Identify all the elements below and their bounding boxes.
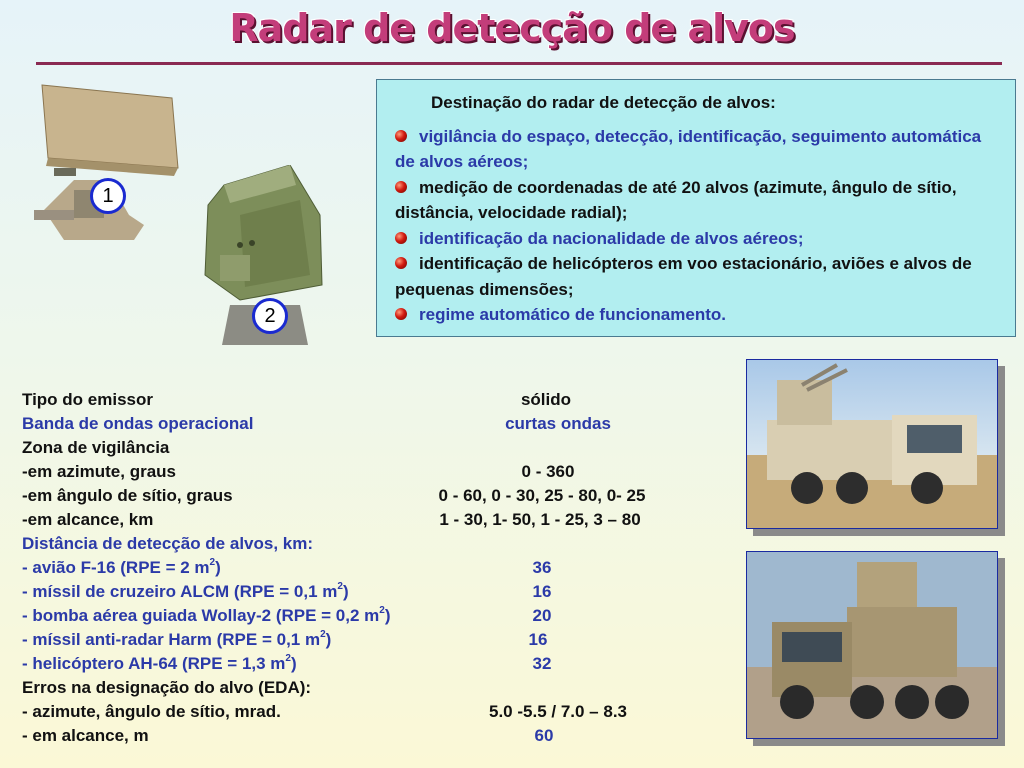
bullet-icon [395, 232, 407, 244]
purpose-item: regime automático de funcionamento. [395, 302, 1003, 328]
spec-label: Tipo do emissor [22, 390, 153, 409]
spec-row-f16 [22, 558, 722, 582]
spec-value: 1 - 30, 1- 50, 1 - 25, 3 – 80 [439, 510, 641, 529]
spec-value: 16 [528, 630, 548, 649]
purpose-item: identificação de helicópteros em voo estacionário, aviões e alvos de pequenas dimensões; [395, 254, 972, 299]
spec-row-ah64 [22, 654, 722, 678]
spec-row-harm [22, 630, 722, 654]
radar-antenna-2-image [200, 165, 330, 345]
spec-label: - míssil anti-radar Harm (RPE = 0,1 $m^2$) [22, 629, 332, 649]
badge-1: 1 [90, 178, 126, 214]
spec-value: 0 - 360 [521, 462, 575, 481]
spec-label: - azimute, ângulo de sítio, mrad. [22, 702, 281, 721]
spec-heading-zone: Zona de vigilância [22, 438, 170, 457]
spec-heading-detection: Distância de detecção de alvos, km: [22, 534, 314, 553]
spec-row-eda-range [22, 726, 722, 750]
spec-heading-eda: Erros na designação do alvo (EDA): [22, 678, 312, 697]
spec-row-range [22, 510, 722, 534]
title-divider [36, 62, 1002, 65]
purpose-box [376, 79, 1016, 337]
bullet-icon [395, 308, 407, 320]
vehicle-photo-2 [746, 551, 998, 739]
spec-label: - helicóptero AH-64 (RPE = 1,3 $m^2$) [22, 653, 297, 673]
bullet-icon [395, 130, 407, 142]
spec-row-eda-azimuth [22, 702, 722, 726]
slide-title: Radar de detecção de alvos [229, 6, 795, 50]
spec-value: sólido [520, 390, 572, 409]
spec-row-emitter [22, 390, 722, 414]
spec-row-band [22, 414, 722, 438]
badge-2: 2 [252, 298, 288, 334]
spec-value: 60 [534, 726, 554, 745]
spec-row-azimuth [22, 462, 722, 486]
bullet-icon [395, 181, 407, 193]
spec-row-elevation [22, 486, 722, 510]
spec-label: Banda de ondas operacional [22, 414, 254, 433]
spec-value: 0 - 60, 0 - 30, 25 - 80, 0- 25 [438, 486, 646, 505]
purpose-item: vigilância do espaço, detecção, identificação, seguimento automática de alvos aéreos; [395, 126, 982, 171]
spec-label: -em ângulo de sítio, graus [22, 486, 233, 505]
spec-value: 16 [532, 582, 552, 601]
spec-value: 20 [532, 606, 552, 625]
bullet-icon [395, 257, 407, 269]
spec-label: - míssil de cruzeiro ALCM (RPE = 0,1 $m^2$) [22, 581, 349, 601]
vehicle-photo-1 [746, 359, 998, 529]
spec-value: curtas ondas [505, 414, 611, 433]
spec-row-alcm [22, 582, 722, 606]
spec-value: 5.0 -5.5 / 7.0 – 8.3 [489, 702, 627, 721]
purpose-item: medição de coordenadas de até 20 alvos (azimute, ângulo de sítio, distância, velocidade radial); [395, 177, 957, 222]
spec-label: - avião F-16 (RPE = 2 $m^2$) [22, 557, 221, 577]
spec-label: - em alcance, m [22, 726, 149, 745]
purpose-title: Destinação do radar de detecção de alvos: [431, 93, 776, 112]
spec-list [22, 390, 722, 750]
spec-value: 36 [532, 558, 552, 577]
spec-label: - bomba aérea guiada Wollay-2 (RPE = 0,2 $m^2$) [22, 605, 391, 625]
radar-antenna-1-image [34, 80, 184, 245]
purpose-item: identificação da nacionalidade de alvos aéreos; [395, 226, 1003, 252]
spec-label: -em azimute, graus [22, 462, 176, 481]
spec-row-wollay [22, 606, 722, 630]
spec-value: 32 [532, 654, 552, 673]
spec-label: -em alcance, km [22, 510, 154, 529]
